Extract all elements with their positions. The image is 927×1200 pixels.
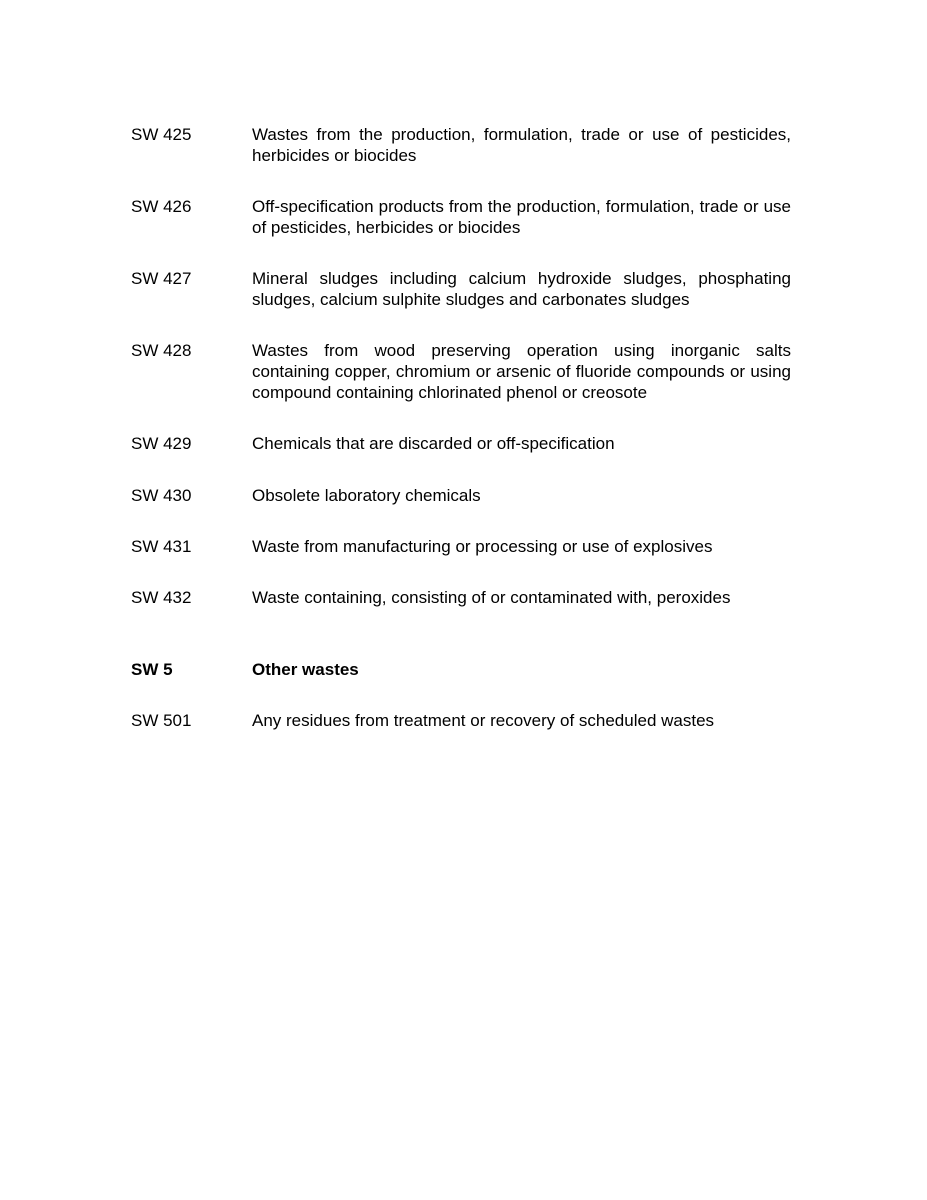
section-heading-sw5	[131, 659, 791, 680]
entry-code: SW 428	[131, 341, 192, 360]
entry-code: SW 427	[131, 269, 192, 288]
schedule-entry-sw426	[131, 196, 791, 238]
entry-code: SW 425	[131, 125, 192, 144]
entry-description: Mineral sludges including calcium hydroxide sludges, phosphating sludges, calcium sulphite sludges and carbonates sludges	[252, 269, 791, 309]
entry-description: Chemicals that are discarded or off-specification	[252, 434, 615, 453]
entry-code: SW 431	[131, 537, 192, 556]
schedule-entry-sw428	[131, 340, 791, 403]
entry-code: SW 501	[131, 711, 192, 730]
entry-description: Waste from manufacturing or processing or use of explosives	[252, 537, 713, 556]
entry-code: SW 426	[131, 197, 192, 216]
section-code: SW 5	[131, 660, 173, 679]
schedule-entry-sw431	[131, 536, 791, 557]
section-title: Other wastes	[252, 660, 359, 679]
entry-description: Off-specification products from the production, formulation, trade or use of pesticides, herbicides or biocides	[252, 197, 791, 237]
entry-code: SW 429	[131, 434, 192, 453]
schedule-entry-sw432	[131, 587, 791, 608]
schedule-entry-sw427	[131, 268, 791, 310]
schedule-entry-sw425	[131, 124, 791, 166]
entry-description: Wastes from wood preserving operation using inorganic salts containing copper, chromium or arsenic of fluoride compounds or using compound containing chlorinated phenol or creosote	[252, 341, 791, 402]
schedule-entry-sw430	[131, 485, 791, 506]
entry-description: Wastes from the production, formulation, trade or use of pesticides, herbicides or biocides	[252, 125, 791, 165]
entry-code: SW 430	[131, 486, 192, 505]
entry-description: Obsolete laboratory chemicals	[252, 486, 481, 505]
entry-description: Waste containing, consisting of or contaminated with, peroxides	[252, 588, 731, 607]
schedule-entry-sw501	[131, 710, 791, 731]
entry-code: SW 432	[131, 588, 192, 607]
schedule-entry-sw429	[131, 433, 791, 454]
entry-description: Any residues from treatment or recovery of scheduled wastes	[252, 711, 715, 730]
